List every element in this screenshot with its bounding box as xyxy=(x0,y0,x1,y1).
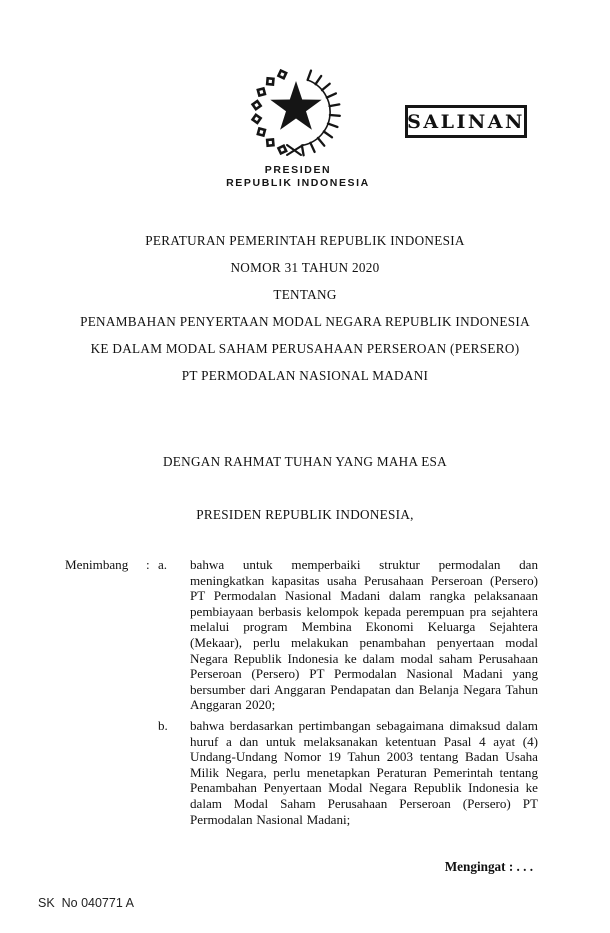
cotton-chain xyxy=(250,67,290,157)
item-a-text: bahwa untuk memperbaiki struktur permodalan dan meningkatkan kapasitas usaha Perusahaan Perseroan (Persero) PT Permodalan Nasional Madani dalam rangka pelaksanaan pembiayaan berbasis kelompok kepada perempuan pra sejahtera melalui program Membina Ekonomi Keluarga Sejahtera (Mekaar), perlu melakukan penambahan penyertaan modal Negara Republik Indonesia ke dalam modal saham Perusahaan Perseroan (Persero) PT Permodalan Nasional Madani yang bersumber dari Anggaran Pendapatan dan Belanja Negara Tahun Anggaran 2020; xyxy=(190,557,538,713)
considering-section xyxy=(65,557,538,827)
footer-sk-number: SK No 040771 A xyxy=(38,896,134,910)
title-line-subject-2: KE DALAM MODAL SAHAM PERUSAHAAN PERSEROAN (PERSERO) xyxy=(90,341,520,356)
letterhead-line1: PRESIDEN xyxy=(264,164,332,176)
title-line-number: NOMOR 31 TAHUN 2020 xyxy=(230,260,380,275)
considering-items xyxy=(158,557,538,827)
authority-line: PRESIDEN REPUBLIK INDONESIA, xyxy=(196,507,414,522)
salinan-stamp: SALINAN xyxy=(405,105,527,138)
catchword-mengingat: Mengingat : . . . xyxy=(444,859,533,874)
star-wreath-emblem-icon xyxy=(248,66,348,161)
considering-colon: : xyxy=(146,557,150,572)
title-line-tentang: TENTANG xyxy=(273,287,337,302)
title-block xyxy=(0,227,610,389)
considering-item-a xyxy=(158,557,538,713)
item-a-letter: a. xyxy=(158,557,168,572)
considering-item-b xyxy=(158,718,538,827)
star-glyph xyxy=(270,81,321,130)
letterhead xyxy=(0,164,596,190)
item-b-text: bahwa berdasarkan pertimbangan sebagaimana dimaksud dalam huruf a dan untuk melaksanakan ketentuan Pasal 4 ayat (4) Undang-Undang Nomor 19 Tahun 2003 tentang Badan Usaha Milik Negara, perlu menetapkan Peraturan Pemerintah tentang Penambahan Penyertaan Modal Negara Republik Indonesia ke dalam Modal Saham Perusahaan Perseroan (Persero) PT Permodalan Nasional Madani; xyxy=(190,717,538,827)
considering-label: Menimbang xyxy=(65,557,129,572)
title-line-subject-1: PENAMBAHAN PENYERTAAN MODAL NEGARA REPUBLIK INDONESIA xyxy=(80,314,530,329)
title-line-regulation: PERATURAN PEMERINTAH REPUBLIK INDONESIA xyxy=(145,233,465,248)
item-b-letter: b. xyxy=(158,717,168,733)
invocation-line: DENGAN RAHMAT TUHAN YANG MAHA ESA xyxy=(162,454,448,469)
title-line-subject-3: PT PERMODALAN NASIONAL MADANI xyxy=(181,368,429,383)
letterhead-line2: REPUBLIK INDONESIA xyxy=(226,177,370,189)
